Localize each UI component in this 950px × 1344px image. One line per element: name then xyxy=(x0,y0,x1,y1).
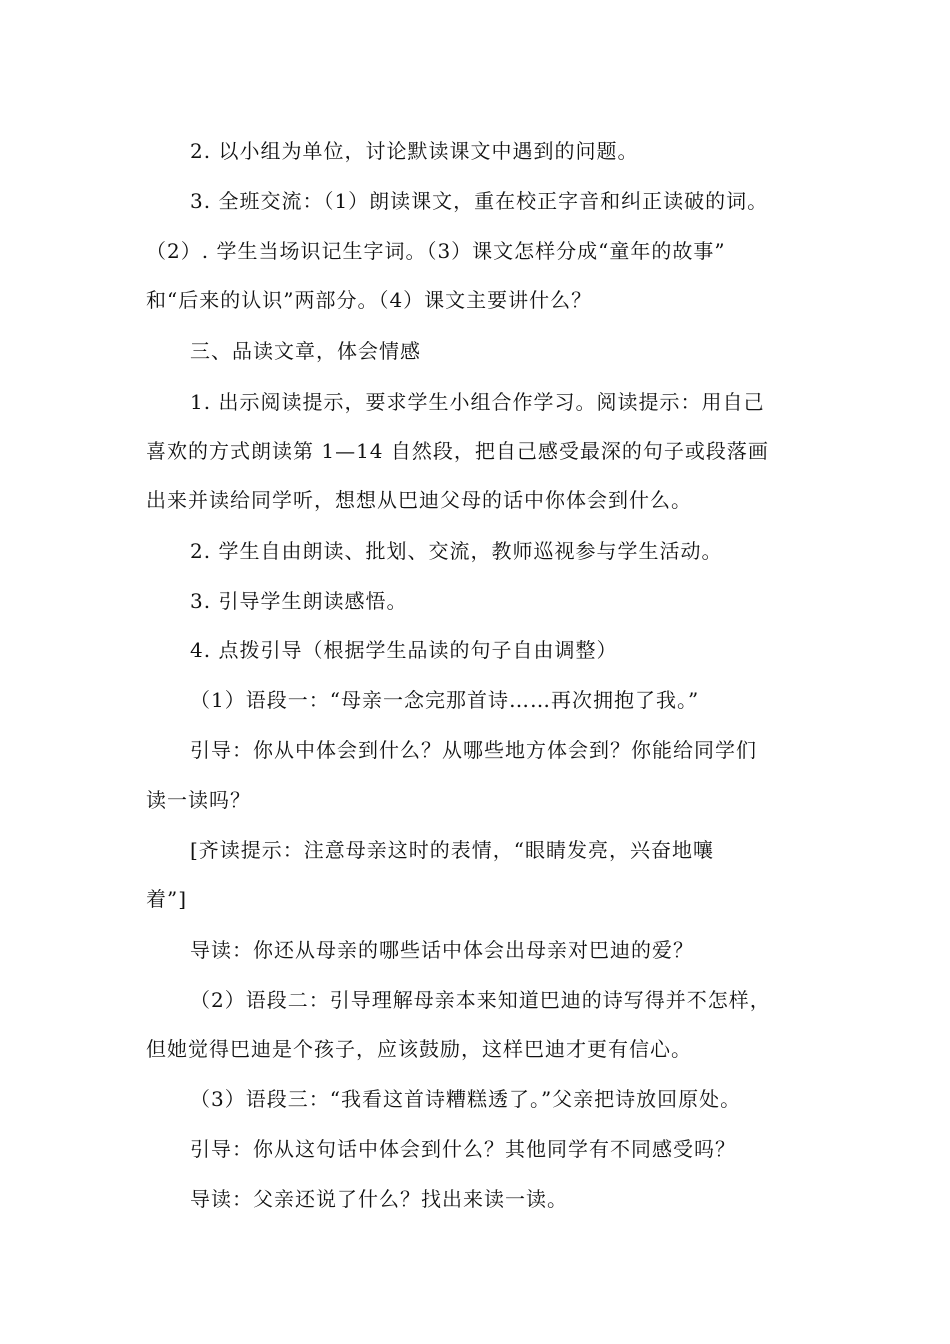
text-line: 3. 全班交流：（1）朗读课文，重在校正字音和纠正读破的词。 xyxy=(190,189,769,213)
text-line: 读一读吗？ xyxy=(146,788,251,812)
text-line: 1. 出示阅读提示，要求学生小组合作学习。阅读提示：用自己 xyxy=(190,390,765,414)
text-line: [齐读提示：注意母亲这时的表情，“眼睛发亮，兴奋地嚷 xyxy=(190,838,715,862)
text-line: 2. 以小组为单位，讨论默读课文中遇到的问题。 xyxy=(190,139,639,163)
text-line: 但她觉得巴迪是个孩子，应该鼓励，这样巴迪才更有信心。 xyxy=(146,1037,692,1061)
section-heading: 三、品读文章，体会情感 xyxy=(190,339,421,363)
text-line: （3）语段三：“我看这首诗糟糕透了。”父亲把诗放回原处。 xyxy=(190,1087,742,1111)
text-line: 导读：你还从母亲的哪些话中体会出母亲对巴迪的爱？ xyxy=(190,938,694,962)
text-line: （2）语段二：引导理解母亲本来知道巴迪的诗写得并不怎样， xyxy=(190,988,771,1012)
text-line: 引导：你从这句话中体会到什么？其他同学有不同感受吗？ xyxy=(190,1137,736,1161)
text-line: 2. 学生自由朗读、批划、交流，教师巡视参与学生活动。 xyxy=(190,539,723,563)
text-line: 引导：你从中体会到什么？从哪些地方体会到？你能给同学们 xyxy=(190,738,757,762)
text-line: 着”] xyxy=(146,887,188,911)
text-line: 导读：父亲还说了什么？找出来读一读。 xyxy=(190,1187,568,1211)
text-line: 和“后来的认识”两部分。（4）课文主要讲什么？ xyxy=(146,288,593,312)
text-line: 出来并读给同学听，想想从巴迪父母的话中你体会到什么。 xyxy=(146,488,692,512)
text-line: 喜欢的方式朗读第 1—14 自然段，把自己感受最深的句子或段落画 xyxy=(146,439,769,463)
text-line: 4. 点拨引导（根据学生品读的句子自由调整） xyxy=(190,638,618,662)
text-line: 3. 引导学生朗读感悟。 xyxy=(190,589,408,613)
text-line: （1）语段一：“母亲一念完那首诗……再次拥抱了我。” xyxy=(190,688,700,712)
text-line: （2）. 学生当场识记生字词。（3）课文怎样分成“童年的故事” xyxy=(146,239,726,263)
